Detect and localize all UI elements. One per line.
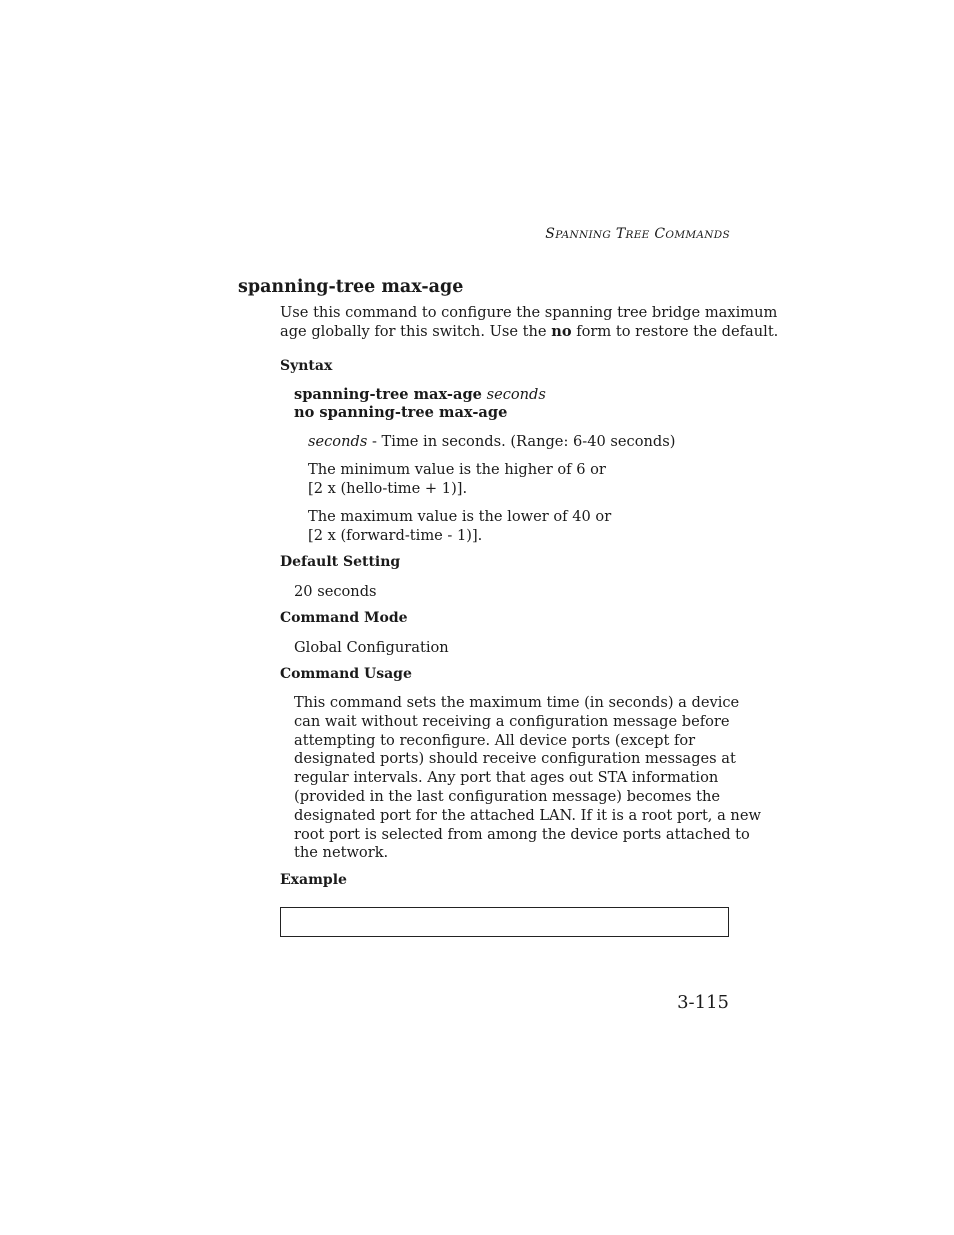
running-head xyxy=(545,226,730,242)
running-head-initial: T xyxy=(615,226,626,242)
intro-text: age globally for this switch. Use the xyxy=(280,323,552,340)
default-setting-heading: Default Setting xyxy=(280,554,401,570)
running-head-initial: S xyxy=(545,226,556,242)
example-code-box xyxy=(280,907,729,937)
running-head-word: OMMANDS xyxy=(665,229,730,241)
usage-line: regular intervals. Any port that ages out STA information xyxy=(294,769,719,787)
syntax-command-name: spanning-tree max-age xyxy=(294,386,482,403)
intro-line xyxy=(280,322,778,341)
syntax-argument: seconds xyxy=(486,386,546,403)
maximum-note xyxy=(308,507,611,545)
usage-line: designated port for the attached LAN. If it is a root port, a new xyxy=(294,806,761,824)
page-title: spanning-tree max-age xyxy=(238,277,464,297)
usage-line: This command sets the maximum time (in seconds) a device xyxy=(294,694,740,711)
maximum-note-line: [2 x (forward-time - 1)]. xyxy=(308,527,483,544)
running-head-initial: C xyxy=(654,226,666,242)
running-head-word: PANNING xyxy=(555,229,612,241)
intro-paragraph xyxy=(280,303,778,341)
minimum-note-line: [2 x (hello-time + 1)]. xyxy=(308,480,468,497)
default-setting-value: 20 seconds xyxy=(294,583,377,600)
syntax-no-form: no spanning-tree max-age xyxy=(294,404,508,421)
syntax-command xyxy=(294,386,546,403)
minimum-note-line: The minimum value is the higher of 6 or xyxy=(308,461,606,478)
page-number: 3-115 xyxy=(677,992,729,1013)
parameter-name: seconds xyxy=(308,433,368,450)
example-heading: Example xyxy=(280,872,347,888)
intro-text: form to restore the default. xyxy=(571,323,779,340)
intro-keyword: no xyxy=(551,323,572,340)
parameter-text: - Time in seconds. (Range: 6-40 seconds) xyxy=(367,433,676,450)
command-usage-heading: Command Usage xyxy=(280,666,412,682)
usage-line: the network. xyxy=(294,844,389,862)
usage-line: can wait without receiving a configuration message before xyxy=(294,712,730,730)
maximum-note-line: The maximum value is the lower of 40 or xyxy=(308,508,612,525)
usage-line: root port is selected from among the device ports attached to xyxy=(294,825,750,843)
running-head-word: REE xyxy=(625,229,650,241)
minimum-note xyxy=(308,460,606,498)
command-mode-heading: Command Mode xyxy=(280,610,408,626)
syntax-heading: Syntax xyxy=(280,358,333,374)
usage-line: attempting to reconfigure. All device ports (except for xyxy=(294,731,696,749)
parameter-description xyxy=(308,432,675,451)
command-mode-value: Global Configuration xyxy=(294,639,449,656)
command-usage-paragraph xyxy=(294,694,761,863)
usage-line: designated ports) should receive configuration messages at xyxy=(294,750,736,768)
usage-line: (provided in the last configuration message) becomes the xyxy=(294,787,721,805)
intro-line: Use this command to configure the spanning tree bridge maximum xyxy=(280,304,778,321)
